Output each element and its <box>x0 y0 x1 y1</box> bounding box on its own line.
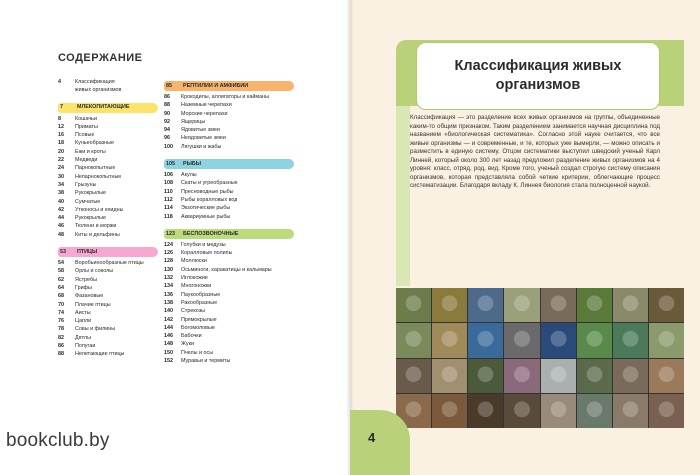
toc-entry <box>58 317 158 325</box>
animal-photo <box>649 288 684 322</box>
toc-page-number: 76 <box>58 318 64 325</box>
toc-page-number: 150 <box>164 349 173 356</box>
title-box <box>416 42 660 110</box>
toc-entry <box>164 213 294 221</box>
toc-page-number: 136 <box>164 291 173 298</box>
toc-page-number: 70 <box>58 301 64 308</box>
toc-entry <box>164 274 294 282</box>
toc-label: Стрекозы <box>181 308 206 315</box>
toc-entry <box>164 241 294 249</box>
watermark-brand: bookclub.by <box>6 430 110 451</box>
toc-page-number: 64 <box>58 284 64 291</box>
toc-label: Морские черепахи <box>181 110 228 117</box>
toc-page-number: 68 <box>58 293 64 300</box>
toc-entry <box>164 340 294 348</box>
toc-page-number: 146 <box>164 333 173 340</box>
animal-photo <box>541 323 576 357</box>
toc-page-number: 106 <box>164 172 173 179</box>
toc-page-number: 124 <box>164 241 173 248</box>
toc-label: Приматы <box>75 123 98 130</box>
toc-page-number: 148 <box>164 341 173 348</box>
toc-page-number: 88 <box>58 351 64 358</box>
toc-entry <box>58 325 158 333</box>
toc-entry <box>164 257 294 265</box>
toc-page-number: 152 <box>164 358 173 365</box>
toc-label: Фазановые <box>75 293 104 300</box>
toc-label: Грифы <box>75 284 92 291</box>
toc-page-number: 7 <box>60 104 63 111</box>
toc-entry <box>164 204 294 212</box>
toc-page-number: 22 <box>58 157 64 164</box>
animal-photo-grid <box>396 288 684 428</box>
toc-page-number: 30 <box>58 173 64 180</box>
toc-entry <box>164 299 294 307</box>
toc-entry <box>164 249 294 257</box>
toc-label: Совы и филины <box>75 326 116 333</box>
animal-photo <box>541 359 576 393</box>
toc-label: живых организмов <box>75 87 122 94</box>
toc-entry <box>164 134 294 142</box>
toc-label: Парнокопытные <box>75 165 116 172</box>
page-number: 4 <box>368 430 376 445</box>
animal-photo <box>468 323 503 357</box>
toc-label: Скаты и угреобразные <box>181 180 238 187</box>
toc-page-number: 42 <box>58 206 64 213</box>
toc-entry <box>164 307 294 315</box>
toc-entry <box>58 214 158 222</box>
toc-entry <box>164 118 294 126</box>
toc-entry <box>58 173 158 181</box>
toc-label: Муравьи и термиты <box>181 358 231 365</box>
toc-entry <box>58 198 158 206</box>
toc-label: Паукообразные <box>181 291 221 298</box>
animal-photo <box>504 288 539 322</box>
toc-page-number: 54 <box>58 260 64 267</box>
toc-entry <box>58 86 158 94</box>
toc-label: Плачие птицы <box>75 301 111 308</box>
toc-section-header <box>164 159 294 169</box>
toc-label: Осьминоги, каракатицы и кальмары <box>181 266 272 273</box>
animal-photo <box>504 323 539 357</box>
toc-column-2 <box>164 78 294 365</box>
toc-page-number: 142 <box>164 316 173 323</box>
animal-photo <box>504 394 539 428</box>
toc-entry <box>58 231 158 239</box>
toc-entry <box>164 93 294 101</box>
toc-label: Орлы и соколы <box>75 268 114 275</box>
animal-photo <box>577 359 612 393</box>
toc-spacer <box>58 239 158 244</box>
toc-page-number: 112 <box>164 196 173 203</box>
toc-page-number: 40 <box>58 198 64 205</box>
toc-label: Прямокрылые <box>181 316 217 323</box>
toc-entry <box>58 284 158 292</box>
toc-page-number: 138 <box>164 299 173 306</box>
toc-label: Ракообразные <box>181 299 218 306</box>
animal-photo <box>613 394 648 428</box>
animal-photo <box>541 288 576 322</box>
toc-spacer <box>164 221 294 226</box>
toc-label: Жуки <box>181 341 194 348</box>
toc-entry <box>164 126 294 134</box>
animal-photo <box>504 359 539 393</box>
body-paragraph: Классификация — это разделение всех живых организмов на группы, объединенные каким-то общим признаком. Таким разделением занимается научная дисциплина под названием «биологическая систематика». Согласно этой науке считается, что все живые организмы — и современные, и те, которых уже вымерли, — можно описать и разместить в единую систему. Отцом систематики выступил шведский ученый Карл Линней, который около 300 лет назад предложил разделение живых организмов на 4 уровня: класс, отряд, род, вид. Кроме того, ученый создал строгую систему описания организмов, которая представляла собой четкие критерии, облегчающие процесс систематизации. Благодаря вкладу К. Линнея биология стала полноценной наукой. <box>410 114 660 189</box>
toc-label: Бабочки <box>181 333 202 340</box>
toc-entry <box>58 181 158 189</box>
animal-photo <box>468 359 503 393</box>
animal-photo <box>541 394 576 428</box>
toc-label: Пчелы и осы <box>181 349 214 356</box>
toc-entry <box>164 110 294 118</box>
animal-photo <box>432 359 467 393</box>
toc-page-number: 90 <box>164 110 170 117</box>
toc-entry <box>58 350 158 358</box>
toc-entry <box>58 123 158 131</box>
toc-label: Акулы <box>181 172 197 179</box>
toc-label: Иглокожие <box>181 275 208 282</box>
toc-page-number: 110 <box>164 188 173 195</box>
page-corner-decoration <box>350 410 410 475</box>
toc-page-number: 74 <box>58 309 64 316</box>
toc-page-number: 78 <box>58 326 64 333</box>
toc-entry <box>58 115 158 123</box>
animal-photo <box>613 288 648 322</box>
toc-page-number: 134 <box>164 283 173 290</box>
toc-label: Аисты <box>75 309 91 316</box>
book-spine <box>346 0 354 475</box>
toc-entry <box>58 222 158 230</box>
toc-entry <box>58 334 158 342</box>
toc-entry <box>164 349 294 357</box>
toc-page-number: 100 <box>164 143 173 150</box>
toc-section-header <box>58 247 158 257</box>
text-side-bar <box>396 106 410 286</box>
toc-section-header <box>164 229 294 239</box>
toc-label: Классификация <box>75 79 115 85</box>
toc-label: Многоножки <box>181 283 212 290</box>
toc-label: Ядовитые змеи <box>181 127 220 134</box>
toc-page-number: 62 <box>58 276 64 283</box>
toc-entry <box>58 276 158 284</box>
toc-page-number: 44 <box>58 215 64 222</box>
toc-label: Крокодилы, аллигаторы и кайманы <box>181 94 269 100</box>
toc-page-number: 8 <box>58 115 61 122</box>
toc-label: ПТИЦЫ <box>77 248 98 255</box>
toc-entry <box>58 164 158 172</box>
toc-entry <box>164 188 294 196</box>
toc-label: Сумчатые <box>75 198 101 205</box>
toc-section-header <box>58 103 158 113</box>
toc-entry <box>58 78 158 86</box>
toc-page-number: 48 <box>58 231 64 238</box>
toc-entry <box>58 342 158 350</box>
toc-page-number: 114 <box>164 205 173 212</box>
animal-photo <box>649 359 684 393</box>
toc-label: Псовые <box>75 132 95 139</box>
toc-label: РЕПТИЛИИ И АМФИБИИ <box>183 82 249 89</box>
toc-label: Неядовитые змеи <box>181 135 226 142</box>
animal-photo <box>649 323 684 357</box>
toc-label: Аквариумные рыбы <box>181 213 231 220</box>
toc-entry <box>58 206 158 214</box>
toc-page-number: 86 <box>58 343 64 350</box>
animal-photo <box>432 288 467 322</box>
toc-entry <box>164 291 294 299</box>
toc-page-number: 130 <box>164 266 173 273</box>
toc-page-number: 128 <box>164 258 173 265</box>
toc-page-number: 108 <box>164 180 173 187</box>
toc-entry <box>164 196 294 204</box>
toc-page-number: 46 <box>58 223 64 230</box>
animal-photo <box>613 323 648 357</box>
toc-entry <box>164 332 294 340</box>
animal-photo <box>396 288 431 322</box>
toc-label: Попугаи <box>75 343 96 350</box>
toc-entry <box>58 131 158 139</box>
toc-page-number: 53 <box>60 248 66 255</box>
animal-photo <box>396 323 431 357</box>
toc-label: Дятлы <box>75 334 91 341</box>
toc-entry <box>58 267 158 275</box>
toc-entry <box>58 301 158 309</box>
animal-photo <box>577 394 612 428</box>
toc-page-number: 126 <box>164 250 173 257</box>
toc-label: Утконосы и ехидны <box>75 206 124 213</box>
toc-label: Голубки и медузы <box>181 241 226 248</box>
toc-page-number: 132 <box>164 275 173 282</box>
toc-label: Киты и дельфины <box>75 231 120 238</box>
toc-page-number: 20 <box>58 148 64 155</box>
toc-label: Нелетающие птицы <box>75 351 125 358</box>
toc-page-number: 16 <box>58 132 64 139</box>
toc-section-header <box>164 81 294 91</box>
animal-photo <box>577 323 612 357</box>
animal-photo <box>432 323 467 357</box>
toc-column-1 <box>58 78 158 359</box>
toc-entry <box>164 179 294 187</box>
toc-label: Экзотические рыбы <box>181 205 231 212</box>
toc-spacer <box>58 95 158 100</box>
toc-entry <box>164 143 294 151</box>
toc-entry <box>164 282 294 290</box>
page-heading: Классификация живых организмов <box>454 58 622 93</box>
toc-label: Коралловые полипы <box>181 250 233 257</box>
toc-label: Пресноводные рыбы <box>181 188 234 195</box>
toc-entry <box>58 156 158 164</box>
toc-title: СОДЕРЖАНИЕ <box>58 52 143 64</box>
toc-label: Медведи <box>75 157 98 164</box>
toc-entry <box>164 101 294 109</box>
toc-entry <box>58 148 158 156</box>
toc-page-number <box>58 86 75 94</box>
toc-page-number: 85 <box>166 82 172 89</box>
toc-label: РЫБЫ <box>183 160 202 167</box>
toc-label: Рукокрылые <box>75 190 106 197</box>
toc-label: МЛЕКОПИТАЮЩИЕ <box>77 104 130 111</box>
toc-label: Грызуны <box>75 181 97 188</box>
toc-page-number: 18 <box>58 140 64 147</box>
toc-label: БЕСПОЗВОНОЧНЫЕ <box>183 230 239 237</box>
toc-label: Кошачьи <box>75 115 97 122</box>
toc-page-number: 94 <box>164 127 170 134</box>
toc-label: Наземные черепахи <box>181 102 232 109</box>
toc-entry <box>164 266 294 274</box>
toc-label: Ежи и кроты <box>75 148 106 155</box>
animal-photo <box>396 359 431 393</box>
toc-label: Непарнокопытные <box>75 173 122 180</box>
toc-page-number: 38 <box>58 190 64 197</box>
toc-label: Ящерицы <box>181 118 206 125</box>
toc-entry <box>58 189 158 197</box>
toc-page-number: 86 <box>164 94 170 100</box>
toc-page-number: 12 <box>58 123 64 130</box>
toc-entry <box>164 357 294 365</box>
toc-page-number: 88 <box>164 102 170 109</box>
toc-page-number: 144 <box>164 324 173 331</box>
toc-entry <box>58 139 158 147</box>
toc-page-number: 105 <box>166 160 175 167</box>
animal-photo <box>432 394 467 428</box>
toc-label: Моллюски <box>181 258 207 265</box>
toc-page-number: 140 <box>164 308 173 315</box>
toc-entry <box>58 292 158 300</box>
toc-page-number: 4 <box>58 79 61 85</box>
toc-entry <box>58 259 158 267</box>
toc-entry <box>164 316 294 324</box>
toc-spacer <box>164 151 294 156</box>
toc-page-number: 24 <box>58 165 64 172</box>
toc-page-number: 58 <box>58 268 64 275</box>
toc-label: Рукокрылые <box>75 215 106 222</box>
toc-page-number: 34 <box>58 181 64 188</box>
toc-entry <box>164 171 294 179</box>
toc-entry <box>164 324 294 332</box>
toc-label: Цапли <box>75 318 92 325</box>
animal-photo <box>649 394 684 428</box>
toc-entry <box>58 309 158 317</box>
toc-label: Куньеобразные <box>75 140 114 147</box>
toc-page-number: 96 <box>164 135 170 142</box>
toc-page-number: 92 <box>164 118 170 125</box>
toc-label: Лягушки и жабы <box>181 143 222 150</box>
toc-label: Ястребы <box>75 276 97 283</box>
toc-label: Рыбы коралловых вод <box>181 196 238 203</box>
animal-photo <box>577 288 612 322</box>
toc-page-number: 118 <box>164 213 173 220</box>
toc-page-number: 123 <box>166 230 175 237</box>
animal-photo <box>468 288 503 322</box>
animal-photo <box>613 359 648 393</box>
toc-label: Богомоловые <box>181 324 215 331</box>
toc-label: Тюлени и моржи <box>75 223 117 230</box>
animal-photo <box>468 394 503 428</box>
toc-label: Воробьинообразные птицы <box>75 260 144 267</box>
toc-page-number: 82 <box>58 334 64 341</box>
